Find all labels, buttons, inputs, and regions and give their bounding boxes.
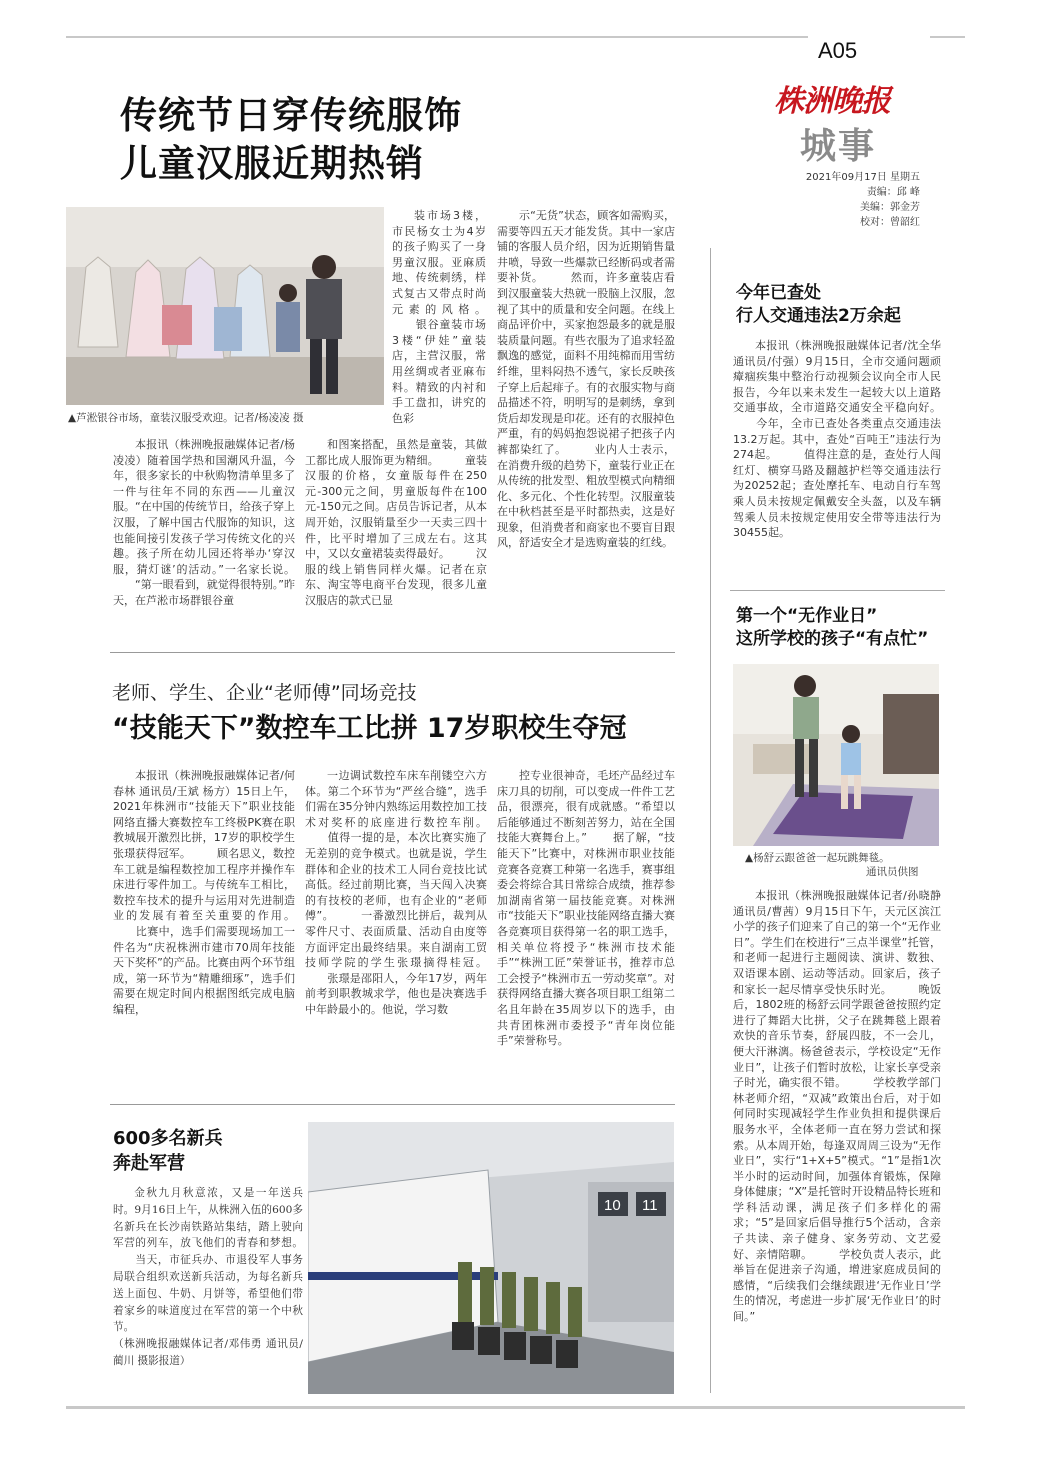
article1-headline — [120, 92, 462, 188]
editor-credit: 责编：邱 峰 — [866, 187, 920, 198]
designer-credit: 美编：郭金芳 — [860, 202, 920, 213]
train-station-illustration — [308, 1122, 674, 1394]
sidebar1-headline — [736, 282, 901, 328]
sidebar2-photo-credit: 通讯员供图 — [866, 866, 919, 878]
article1-column-1: 本报讯（株洲晚报融媒体记者/杨凌凌）随着国学热和国潮风升温，今年，很多家长的中秋购物清单里多了一件与往年不同的东西——儿童汉服。“在中国的传统节日，给孩子穿上汉服，了解中国古代服饰的知识，这也能间接引发孩子学习传统文化的兴趣。孩子所在幼儿园还将举办‘穿汉服，猜灯谜’的活动。”一名家长说。 “第一眼看到，就觉得很特别。”昨天，在芦淞市场群银谷童 — [113, 438, 295, 607]
article3-photo — [308, 1122, 674, 1394]
article1-column-2: 和图案搭配，虽然是童装，其做工都比成人服饰更为精细。 童装汉服的价格，女童版每件在250元-300元之间，男童版每件在100元-150元之间。店员告诉记者，从本周开始，汉服销量至少一天卖三四十件，比平时增加了三成左右。这其中，又以女童裙装卖得最好。 汉服的线上销售同样火爆。记者在京东、淘宝等电商平台发现，很多儿童汉服店的款式已显 — [305, 438, 487, 607]
section-title: 城事 — [800, 125, 877, 167]
article-divider — [110, 652, 675, 653]
top-rule-right — [930, 36, 965, 38]
article2-column-2: 一边调试数控车床车削镂空六方体。第二个环节为“严丝合缝”，选手们需在35分钟内熟练运用数控加工技术对奖杯的底座进行数控车削。 值得一提的是，本次比赛实施了无差别的竞争模式。也就是说，学生群体和企业的技术工人同台竞技比试高低。经过前期比赛，当天闯入决赛的有技校的老师，也有企业的“老师傅”。 一番激烈比拼后，裁判从零件尺寸、表面质量、活动自由度等方面评定出最终结果。来自湖南工贸技师学院的学生张璟摘得桂冠。 张璟是邵阳人，今年17岁，两年前考到职教城求学，他也是决赛选手中年龄最小的。他说，学习数 — [305, 769, 487, 1016]
article2-column-3: 控专业很神奇，毛坯产品经过车床刀具的切削，可以变成一件件工艺品，很漂亮，很有成就感。“希望以后能够通过不断刻苦努力，站在全国技能大赛舞台上。” 据了解，“技能天下”比赛中，对株洲市职业技能竞赛各竞赛工种第一名选手，赛事组委会将综合其日常综合成绩，推荐参加湖南省第一届技能竞赛。对株洲市“技能天下”职业技能网络直播大赛各竞赛项目获得第一名的职工选手，相关单位将授予“株洲市技术能手”“株洲工匠”荣誉证书，推荐市总工会授予“株洲市五一劳动奖章”。对获得网络直播大赛各项目职工组第二名且年龄在35周岁以下的选手，由共青团株洲市委授予“青年岗位能手”荣誉称号。 — [497, 769, 675, 1048]
page-number: A05 — [818, 38, 858, 63]
sidebar1-headline-line1: 今年已查处 — [736, 283, 821, 303]
article1-headline-line1: 传统节日穿传统服饰 — [120, 94, 462, 137]
article3-headline-line1: 600多名新兵 — [113, 1128, 223, 1149]
newspaper-logo: 株洲晚报 — [774, 84, 890, 119]
article2-column-1: 本报讯（株洲晚报融媒体记者/何春林 通讯员/王斌 杨方）15日上午，2021年株洲市“技能天下”职业技能网络直播大赛数控车工终极PK赛在职教城展开激烈比拼，17岁的职校学生张璟获得冠军。 顾名思义，数控车工就是编程数控加工程序并操作车床进行零件加工。与传统车工相比，数控车技术的提升与运用对先进制造业的发展有着至关重要的作用。 比赛中，选手们需要现场加工一件名为“庆祝株洲市建市70周年技能天下奖杯”的产品。比赛由两个环节组成，第一环节为“精雕细琢”，选手们需要在规定时间内根据图纸完成电脑编程， — [113, 769, 295, 1016]
article3-headline-line2: 奔赴军营 — [113, 1153, 185, 1174]
article3-headline — [113, 1126, 223, 1176]
bottom-rule — [66, 1406, 965, 1409]
article3-byline: （株洲晚报融媒体记者/邓伟勇 通讯员/蔺川 摄影报道） — [113, 1338, 303, 1367]
issue-date: 2021年09月17日 星期五 — [805, 172, 920, 183]
dance-mat-illustration — [733, 664, 939, 846]
article2-headline: “技能天下”数控车工比拼 17岁职校生夺冠 — [112, 713, 627, 744]
sidebar2-photo — [733, 664, 939, 846]
sidebar-divider — [710, 248, 711, 1393]
article1-photo-caption: ▲芦淞银谷市场，童装汉服受欢迎。记者/杨凌凌 摄 — [68, 412, 304, 424]
article-divider-2 — [110, 1104, 675, 1105]
article2-kicker: 老师、学生、企业“老师傅”同场竞技 — [112, 682, 417, 704]
sidebar2-photo-caption: ▲杨舒云跟爸爸一起玩跳舞毯。 — [745, 852, 890, 864]
sidebar2-body: 本报讯（株洲晚报融媒体记者/孙晓静 通讯员/曹茜）9月15日下午，天元区滨江小学的孩子们迎来了自己的第一个“无作业日”。学生们在校进行“三点半课堂”托管，和老师一起进行主题阅读、演讲、数独、双语课本剧、运动等活动。回家后，孩子和家长一起尽情享受快乐时光。 晚饭后，1802班的杨舒云同学跟爸爸按照约定进行了舞蹈大比拼，父子在跳舞毯上跟着欢快的音乐节奏，舒展四肢，不一会儿，便大汗淋漓。杨爸爸表示，学校设定“无作业日”，让孩子们暂时放松，让家长享受亲子时光，确实很不错。 学校教学部门林老师介绍，“双减”政策出台后，对于如何同时实现减轻学生作业负担和提供课后服务水平，全体老师一直在努力尝试和探索。从本周开始，每逢双周周三设为“无作业日”，实行“1+X+5”模式。“1”是指1次半小时的运动时间，加强体育锻炼，保障身体健康；“X”是托管时开设精品特长班和学科活动课，满足孩子们多样化的需求；“5”是回家后倡导推行5个活动，含亲子共读、亲子健身、家务劳动、文艺爱好、亲情陪聊。 学校负责人表示，此举旨在促进亲子沟通，增进家庭成员间的感情，“后续我们会继续跟进‘无作业日’学生的情况，考虑进一步扩展‘无作业日’的时间。” — [733, 889, 941, 1324]
masthead-meta — [780, 170, 920, 230]
article1-column-3: 示“无货”状态，顾客如需购买，需要等四五天才能发货。其中一家店铺的客服人员介绍，因为近期销售量井喷，导致一些爆款已经断码或者需要补货。 然而，许多童装店看到汉服童装大热就一股脑上汉服，忽视了其中的质量和安全问题。在线上商品评价中，买家抱怨最多的就是服装质量问题。有些衣服为了追求轻盈飘逸的感觉，面料不用纯棉而用雪纺纤维，里料闷热不透气，家长反映孩子穿上后起痱子。有的衣服实物与商品描述不符，明明写的是刺绣，拿到货后却发现是印花。还有的衣服掉色严重，有的妈妈抱怨说裙子把孩子内裤都染红了。 业内人士表示，在消费升级的趋势下，童装行业正在从传统的批发型、粗放型模式向精细化、多元化、个性化转型。汉服童装在中秋档甚至是平时都热卖，这是好现象，但消费者和商家也不要盲目跟风，舒适安全才是选购童装的红线。 — [497, 209, 675, 550]
sidebar2-headline-line2: 这所学校的孩子“有点忙” — [736, 629, 929, 649]
proofreader-credit: 校对：曾韶红 — [860, 217, 920, 228]
sidebar1-headline-line2: 行人交通违法2万余起 — [736, 306, 901, 326]
station-sign-1: 10 — [604, 1197, 621, 1214]
article3-body: 金秋九月秋意浓，又是一年送兵时。9月16日上午，从株洲入伍的600多名新兵在长沙南铁路站集结，踏上驶向军营的列车，放飞他们的青春和梦想。 当天，市征兵办、市退役军人事务局联合组织欢送新兵活动，为每名新兵送上面包、牛奶、月饼等，希望他们带着家乡的味道度过在军营的第一个中秋节。 （株洲晚报融媒体记者/邓伟勇 通讯员/蔺川 摄影报道） — [113, 1185, 303, 1390]
sidebar2-headline — [736, 605, 928, 651]
article1-photo — [66, 207, 384, 405]
sidebar-rule — [730, 590, 945, 591]
article1-headline-line2: 儿童汉服近期热销 — [120, 142, 424, 185]
article1-wrap-column: 装市场3楼，市民杨女士为4岁的孩子购买了一身男童汉服。亚麻质地、传统刺绣，样式复古又带点时尚元素的风格。 银谷童装市场3楼“伊娃”童装店，主营汉服，常用丝绸或者亚麻布料。精致的内衬和手工盘扣，讲究的色彩 — [392, 209, 486, 425]
sidebar2-headline-line1: 第一个“无作业日” — [736, 606, 878, 626]
top-rule — [66, 36, 808, 38]
station-sign-2: 11 — [642, 1197, 658, 1214]
hanfu-shop-illustration — [66, 207, 384, 405]
sidebar1-body: 本报讯（株洲晚报融媒体记者/沈全华 通讯员/付强）9月15日，全市交通问题顽瘴痼疾集中整治行动视频会议向全市人民报告，今年以来未发生一起较大以上道路交通事故，全市道路交通安全平稳向好。 今年，全市已查处各类重点交通违法13.2万起。其中，查处“百吨王”违法行为274起。 值得注意的是，查处行人闯红灯、横穿马路及翻越护栏等交通违法行为20252起；查处摩托车、电动自行车驾乘人员未按规定佩戴安全头盔，以及车辆驾乘人员未按规定使用安全带等违法行为30455起。 — [733, 339, 941, 540]
